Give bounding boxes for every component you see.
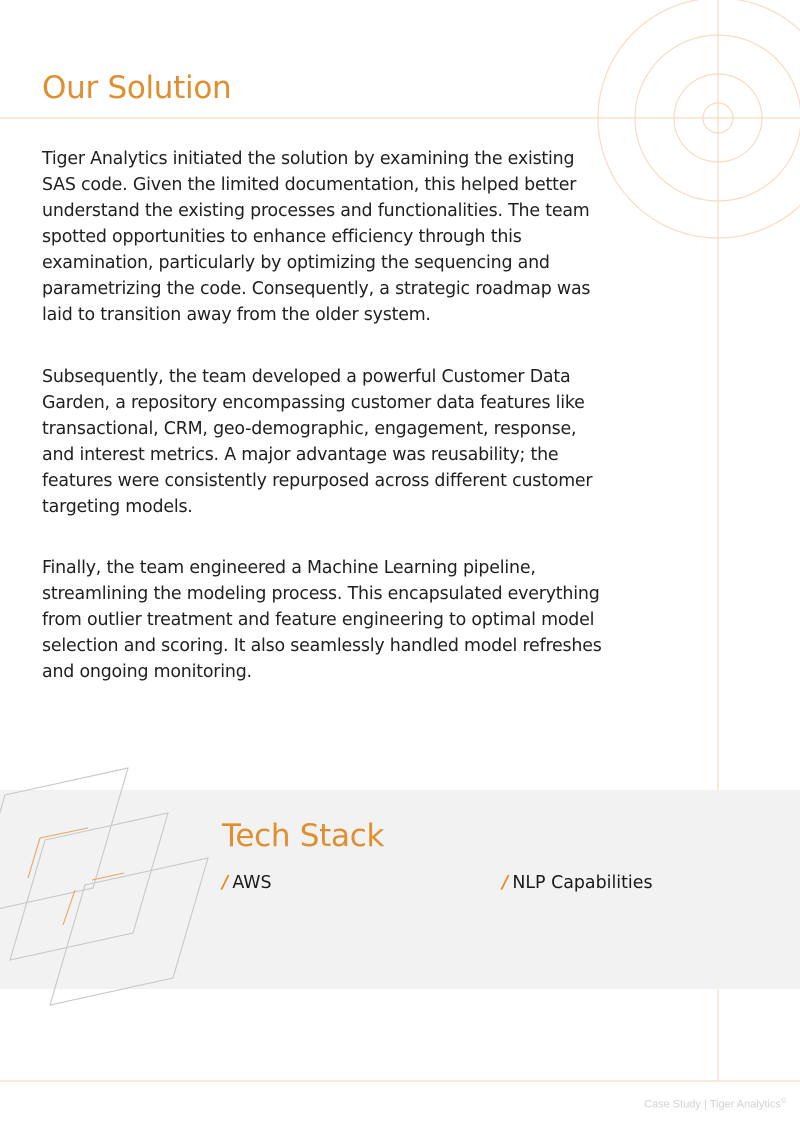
paragraph-1: Tiger Analytics initiated the solution by examining the existing SAS code. Given the limited documentation, this helped better understand the existing processes and functionalities. The team spotted opportunities to enhance efficiency through this examination, particularly by optimizing the sequencing and parametrizing the code. Consequently, a strategic roadmap was laid to transition away from the older system.	[42, 149, 591, 325]
tech-item-aws	[222, 873, 272, 893]
target-circles-graphic	[598, 0, 800, 238]
paragraph-3: Finally, the team engineered a Machine Learning pipeline, streamlining the modeling process. This encapsulated everything from outlier treatment and feature engineering to optimal model selection and scoring. It also seamlessly handled model refreshes and ongoing monitoring.	[42, 558, 602, 682]
section-title: Our Solution	[42, 70, 232, 106]
layered-planes-graphic	[0, 760, 210, 1010]
paragraph-2: Subsequently, the team developed a powerful Customer Data Garden, a repository encompassing customer data features like transactional, CRM, geo-demographic, engagement, response, and interest metrics. A major advantage was reusability; the features were consistently repurposed across different customer targeting models.	[42, 367, 593, 517]
footer-text: Case Study | Tiger Analytics	[644, 1098, 781, 1111]
tech-item-label: AWS	[232, 873, 272, 893]
tech-stack-title: Tech Stack	[222, 818, 385, 854]
slash-marker: /	[222, 873, 229, 893]
tech-item-nlp-capabilities	[502, 873, 653, 893]
footer	[644, 1098, 786, 1111]
slash-marker: /	[502, 873, 509, 893]
copyright-mark: ©	[780, 1098, 786, 1105]
tech-item-label: NLP Capabilities	[512, 873, 653, 893]
